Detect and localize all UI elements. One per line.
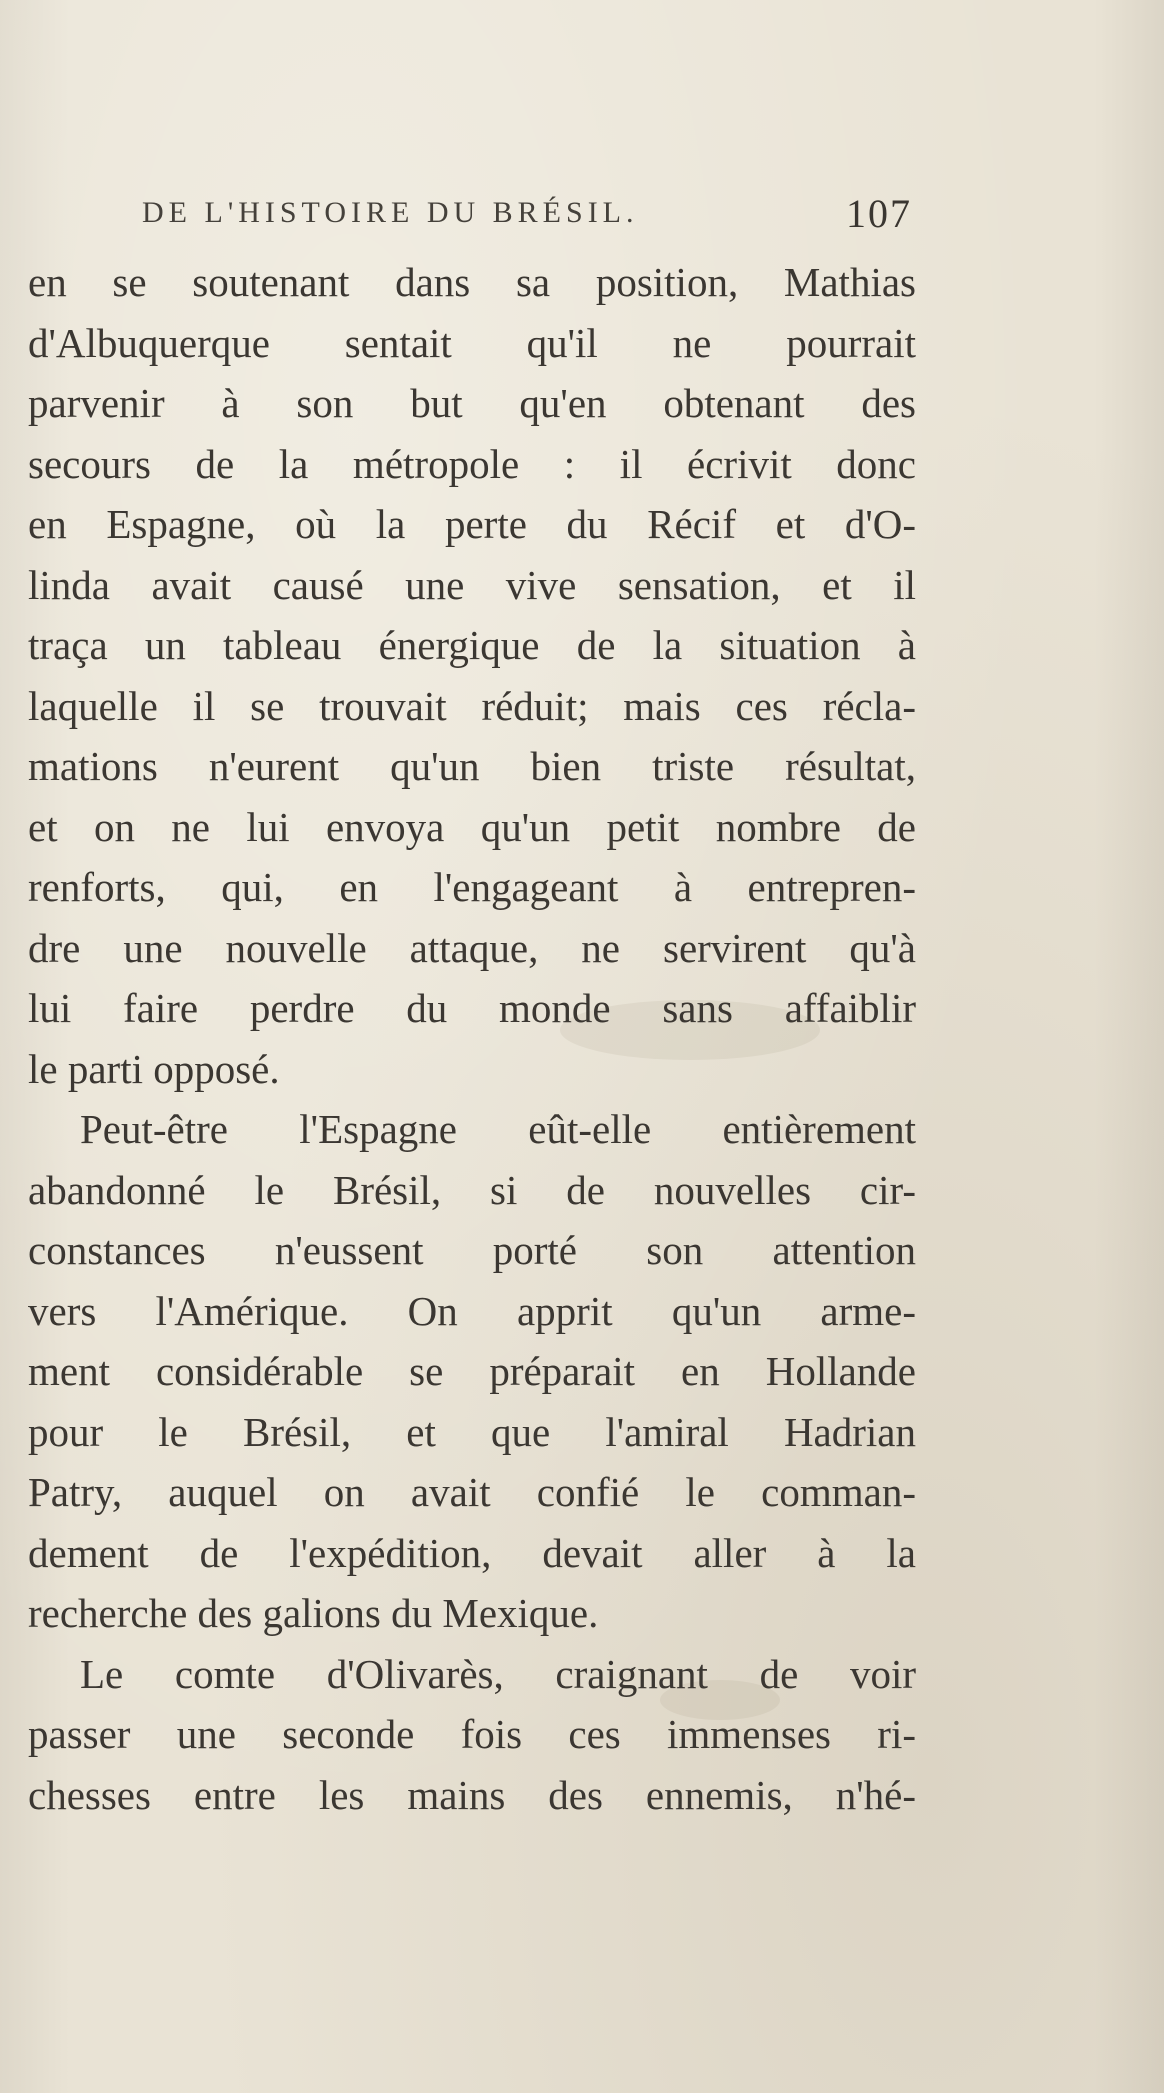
text-line: abandonné le Brésil, si de nouvelles cir- xyxy=(28,1166,916,1213)
text-line: laquelle il se trouvait réduit; mais ces récla- xyxy=(28,682,916,729)
text-line: passer une seconde fois ces immenses ri- xyxy=(28,1711,916,1757)
text-line: le parti opposé. xyxy=(28,1045,280,1092)
page-number: 107 xyxy=(846,191,912,236)
text-line: vers l'Amérique. On apprit qu'un arme- xyxy=(28,1287,916,1334)
paragraph-start: Peut-être l'Espagne eût-elle entièrement xyxy=(80,1106,916,1152)
text-line: lui faire perdre du monde sans affaiblir xyxy=(28,985,916,1031)
text-line: mations n'eurent qu'un bien triste résultat, xyxy=(28,743,916,789)
text-line: en Espagne, où la perte du Récif et d'O- xyxy=(28,501,916,547)
paragraph-start: Le comte d'Olivarès, craignant de voir xyxy=(80,1650,916,1697)
text-line: Patry, auquel on avait confié le comman- xyxy=(28,1469,916,1515)
text-line: pour le Brésil, et que l'amiral Hadrian xyxy=(28,1408,916,1455)
text-line: linda avait causé une vive sensation, et il xyxy=(28,561,916,608)
text-line: ment considérable se préparait en Hollande xyxy=(28,1348,916,1394)
text-line: parvenir à son but qu'en obtenant des xyxy=(28,380,916,426)
text-line: secours de la métropole : il écrivit donc xyxy=(28,440,916,487)
running-title: DE L'HISTOIRE DU BRÉSIL. xyxy=(142,196,639,229)
text-line: traça un tableau énergique de la situation à xyxy=(28,622,916,668)
body-text xyxy=(28,252,916,1825)
text-line: d'Albuquerque sentait qu'il ne pourrait xyxy=(28,319,916,366)
text-line: recherche des galions du Mexique. xyxy=(28,1590,599,1636)
text-line: en se soutenant dans sa position, Mathias xyxy=(28,259,916,305)
text-line: dement de l'expédition, devait aller à la xyxy=(28,1529,916,1576)
text-line: dre une nouvelle attaque, ne servirent qu'à xyxy=(28,924,916,971)
text-line: et on ne lui envoya qu'un petit nombre de xyxy=(28,803,916,850)
text-line: renforts, qui, en l'engageant à entrepren- xyxy=(28,864,916,910)
text-line: constances n'eussent porté son attention xyxy=(28,1227,916,1273)
text-line: chesses entre les mains des ennemis, n'hé- xyxy=(28,1771,916,1818)
running-header xyxy=(142,190,912,240)
